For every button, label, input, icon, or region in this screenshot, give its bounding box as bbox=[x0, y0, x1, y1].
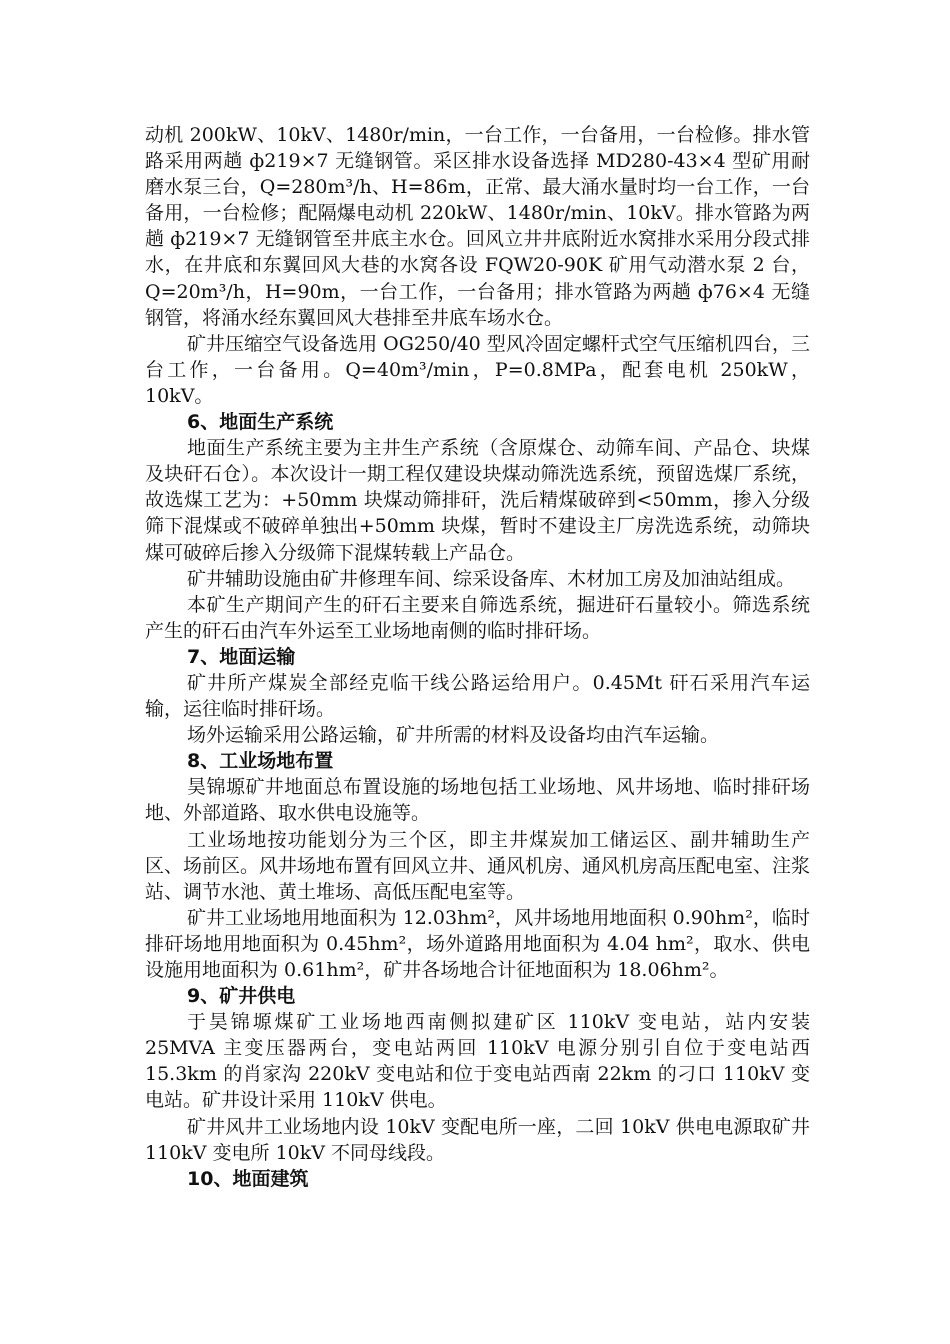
paragraph-external-transport: 场外运输采用公路运输，矿井所需的材料及设备均由汽车运输。 bbox=[187, 724, 720, 747]
section-heading-site-layout: 8、工业场地布置 bbox=[187, 750, 334, 773]
paragraph-coal-transport: 矿井所产煤炭全部经克临干线公路运给用户。0.45Mt 矸石采用汽车运输，运往临时排矸场。 bbox=[145, 671, 810, 721]
paragraph-ventilation-substation: 矿井风井工业场地内设 10kV 变配电所一座，二回 10kV 供电电源取矿井 110kV 变电所 10kV 不同母线段。 bbox=[145, 1115, 810, 1164]
paragraph-compressed-air: 矿井压缩空气设备选用 OG250/40 型风冷固定螺杆式空气压缩机四台，三台工作，一台备用。Q=40m³/min，P=0.8MPa，配套电机 250kW，10kV。 bbox=[145, 332, 810, 407]
paragraph-auxiliary-facilities: 矿井辅助设施由矿井修理车间、综采设备库、木材加工房及加油站组成。 bbox=[187, 567, 796, 590]
paragraph-drainage: 动机 200kW、10kV、1480r/min，一台工作，一台备用，一台检修。排水管路采用两趟 ф219×7 无缝钢管。采区排水设备选择 MD280-43×4 型矿用耐磨水泵三台，Q=280m³/h、H=86m，正常、最大涌水量时均一台工作，一台备用，一台检修；配隔爆电动机 220kW、1480r/min、10kV。排水管路为两趟 ф219×7 无缝钢管至井底主水仓。回风立井井底附近水窝排水采用分段式排水，在井底和东翼回风大巷的水窝各设 FQW20-90K 矿用气动潜水泵 2 台，Q=20m³/h，H=90m，一台工作，一台备用；排水管路为两趟 ф76×4 无缝钢管，将涌水经东翼回风大巷排至井底车场水仓。 bbox=[145, 124, 810, 329]
section-heading-surface-buildings: 10、地面建筑 bbox=[187, 1167, 309, 1190]
section-heading-surface-production: 6、地面生产系统 bbox=[187, 411, 334, 434]
paragraph-land-area: 矿井工业场地用地面积为 12.03hm²，风井场地用地面积 0.90hm²，临时排矸场地用地面积为 0.45hm²，场外道路用地面积为 4.04 hm²，取水、供电设施用地面积为 0.61hm²，矿井各场地合计征地面积为 18.06hm²。 bbox=[145, 906, 810, 981]
paragraph-site-zoning: 工业场地按功能划分为三个区，即主井煤炭加工储运区、副井辅助生产区、场前区。风井场地布置有回风立井、通风机房、通风机房高压配电室、注浆站、调节水池、黄土堆场、高低压配电室等。 bbox=[145, 828, 811, 903]
section-heading-power-supply: 9、矿井供电 bbox=[187, 985, 296, 1008]
paragraph-surface-production: 地面生产系统主要为主井生产系统（含原煤仓、动筛车间、产品仓、块煤及块矸石仓）。本次设计一期工程仅建设块煤动筛洗选系统，预留选煤厂系统，故选煤工艺为：+50mm 块煤动筛排矸，洗后精煤破碎到<50mm，掺入分级筛下混煤或不破碎单独出+50mm 块煤，暂时不建设主厂房洗选系统，动筛块煤可破碎后掺入分级筛下混煤转载上产品仓。 bbox=[145, 437, 810, 564]
paragraph-gangue: 本矿生产期间产生的矸石主要来自筛选系统，掘进矸石量较小。筛选系统产生的矸石由汽车外运至工业场地南侧的临时排矸场。 bbox=[145, 593, 810, 642]
paragraph-substation: 于昊锦塬煤矿工业场地西南侧拟建矿区 110kV 变电站，站内安装 25MVA 主变压器两台，变电站两回 110kV 电源分别引自位于变电站西 15.3km 的肖家沟 220kV 变电站和位于变电站西南 22km 的刁口 110kV 变电站。矿井设计采用 110kV 供电。 bbox=[145, 1011, 810, 1112]
section-heading-surface-transport: 7、地面运输 bbox=[187, 645, 296, 668]
document-page bbox=[145, 122, 810, 1192]
paragraph-site-overview: 昊锦塬矿井地面总布置设施的场地包括工业场地、风井场地、临时排矸场地、外部道路、取水供电设施等。 bbox=[145, 776, 810, 825]
